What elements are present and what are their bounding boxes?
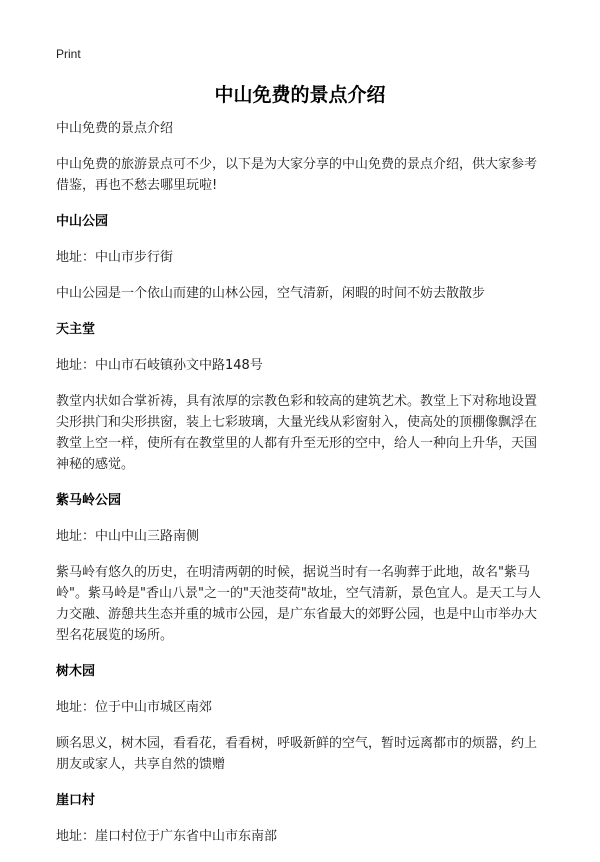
section-heading: 中山公园 xyxy=(56,214,109,229)
section-description: 教堂内状如合掌祈祷，具有浓厚的宗教色彩和较高的建筑艺术。教堂上下对称地设置尖形拱门和尖形拱窗，装上七彩玻璃，大量光线从彩窗射入，使高处的顶棚像飘浮在教堂上空一样，使所有在教堂里的人都有升至无形的空中，给人一种向上升华，天国神秘的感觉。 xyxy=(56,394,538,472)
section-cathedral xyxy=(56,319,548,475)
section-address: 地址：中山中山三路南侧 xyxy=(56,529,200,544)
section-heading: 天主堂 xyxy=(56,322,96,337)
section-address: 地址：中山市石岐镇孙文中路148号 xyxy=(56,358,263,373)
section-arboretum xyxy=(56,661,548,775)
intro-paragraph: 中山免费的旅游景点可不少，以下是为大家分享的中山免费的景点介绍，供大家参考借鉴，再也不愁去哪里玩啦! xyxy=(56,157,538,193)
section-heading: 崖口村 xyxy=(56,793,96,808)
section-heading: 紫马岭公园 xyxy=(56,493,122,508)
intro-subtitle: 中山免费的景点介绍 xyxy=(56,121,174,136)
section-yakou-village xyxy=(56,790,548,847)
section-zimaling-park xyxy=(56,490,548,646)
section-zhongshan-park xyxy=(56,211,548,304)
document-body xyxy=(56,118,548,862)
page-title: 中山免费的景点介绍 xyxy=(214,84,386,106)
section-address: 地址：崖口村位于广东省中山市东南部 xyxy=(56,829,278,844)
section-description: 顾名思义，树木园，看看花，看看树，呼吸新鲜的空气，暂时远离都市的烦嚣，约上朋友或家人，共享自然的馈赠 xyxy=(56,736,538,772)
section-heading: 树木园 xyxy=(56,664,96,679)
section-description: 紫马岭有悠久的历史，在明清两朝的时候，据说当时有一名驹葬于此地，故名"紫马岭"。紫马岭是"香山八景"之一的"天池茭荷"故址，空气清新，景色宜人。是天工与人力交融、游憩共生态并重的城市公园，是广东省最大的郊野公园，也是中山市举办大型名花展览的场所。 xyxy=(56,565,541,643)
section-address: 地址：位于中山市城区南郊 xyxy=(56,700,213,715)
print-label: Print xyxy=(56,47,81,61)
section-description: 中山公园是一个依山而建的山林公园，空气清新，闲暇的时间不妨去散散步 xyxy=(56,286,486,301)
section-address: 地址：中山市步行街 xyxy=(56,250,174,265)
